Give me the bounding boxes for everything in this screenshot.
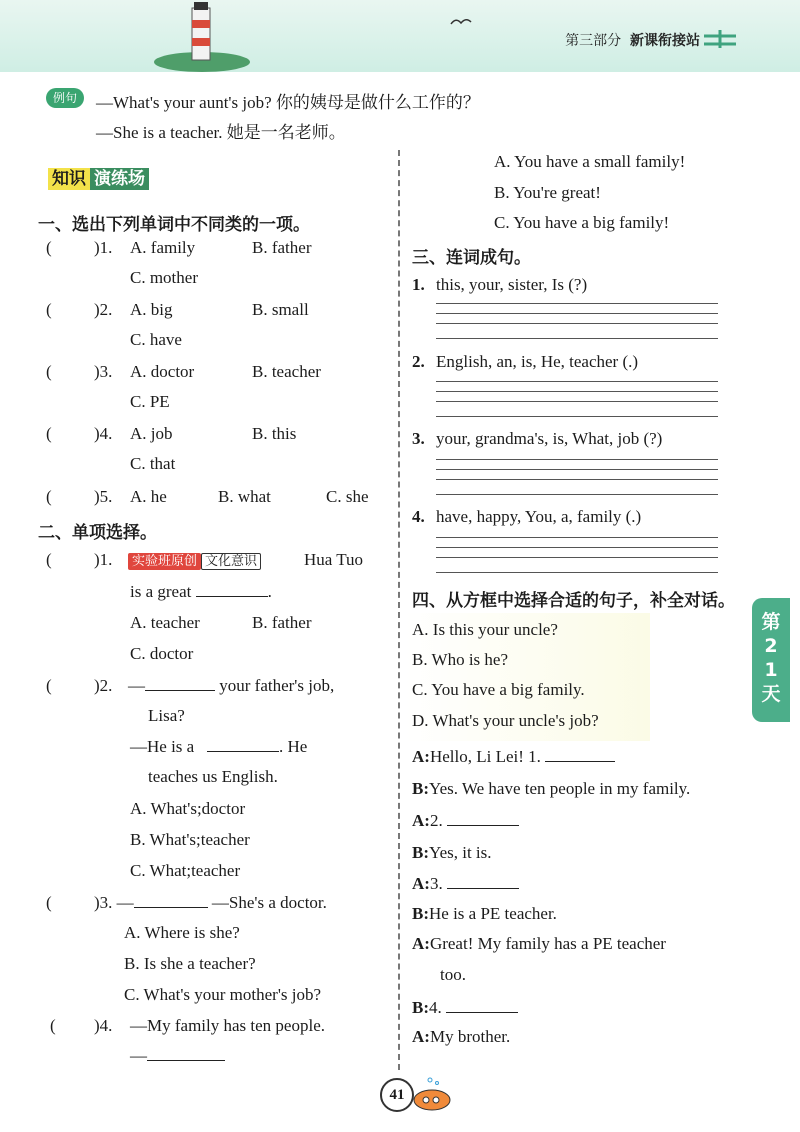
writing-line[interactable]: [436, 381, 718, 382]
option-a: A. What's;doctor: [130, 799, 246, 818]
bird-icon: [450, 16, 472, 28]
scrambled-words: this, your, sister, Is (?): [436, 275, 588, 294]
column-divider: [398, 150, 400, 1070]
scrambled-words: English, an, is, He, teacher (.): [436, 352, 639, 371]
question-stem: Hua Tuo: [304, 550, 364, 569]
lighthouse-illustration: [150, 0, 260, 72]
question-tags: [128, 550, 261, 569]
decorative-squiggle-icon: [702, 28, 738, 50]
option-a: A. he: [130, 487, 167, 506]
writing-line[interactable]: [436, 303, 718, 304]
submarine-icon: [410, 1074, 454, 1114]
question-stem: —My family has ten people.: [130, 1016, 325, 1035]
question-row: (: [46, 300, 52, 319]
question-stem: —: [130, 1046, 225, 1066]
question-row: (: [46, 362, 52, 381]
option-b: B. small: [252, 300, 309, 319]
option-b: B. this: [252, 424, 297, 443]
header-section-label: 第三部分 新课衔接站: [565, 33, 700, 49]
option-a: A. Where is she?: [124, 923, 240, 942]
question-stem: —He is a . He: [130, 737, 308, 756]
answer-blank[interactable]: [446, 998, 518, 1013]
answer-blank[interactable]: [447, 811, 519, 826]
question-row: (: [46, 676, 52, 695]
option-c: C. that: [130, 454, 176, 473]
question-number: )4.: [94, 1016, 113, 1035]
culture-tag: 文化意识: [201, 553, 261, 570]
writing-line[interactable]: [436, 401, 718, 402]
option-a: A. family: [130, 238, 196, 257]
answer-blank[interactable]: [145, 676, 215, 691]
option-c: C. PE: [130, 392, 170, 411]
example-badge: 例句: [46, 88, 84, 108]
question-stem: is a great .: [130, 582, 272, 601]
item-number: 2.: [412, 352, 425, 371]
question-row: (: [50, 1016, 56, 1035]
option-c: C. have: [130, 330, 182, 349]
answer-blank[interactable]: [147, 1046, 225, 1061]
dialog-line: A:2.: [412, 811, 519, 831]
day-side-tab: 第21天: [752, 598, 790, 722]
answer-blank[interactable]: [134, 893, 208, 908]
question-row: (: [46, 893, 52, 912]
page-number: 41: [380, 1078, 414, 1112]
writing-line[interactable]: [436, 416, 718, 417]
option-b: B. father: [252, 238, 312, 257]
dialog-line: A:3.: [412, 874, 519, 894]
question-stem: — your father's job,: [128, 676, 335, 695]
writing-line[interactable]: [436, 547, 718, 548]
item-number: 3.: [412, 429, 425, 448]
option-c: C. What's your mother's job?: [124, 985, 322, 1004]
dialog-line: A:Great! My family has a PE teacher: [412, 934, 666, 953]
question-row: (: [46, 487, 52, 506]
writing-line[interactable]: [436, 391, 718, 392]
section4-title: 四、从方框中选择合适的句子，补全对话。: [412, 591, 735, 611]
writing-line[interactable]: [436, 323, 718, 324]
dialog-line: too.: [440, 965, 466, 984]
option-b: B. Is she a teacher?: [124, 954, 256, 973]
question-number: )5.: [94, 487, 113, 506]
question-stem: teaches us English.: [148, 767, 278, 786]
option-c: C. mother: [130, 268, 198, 287]
writing-line[interactable]: [436, 537, 718, 538]
option-c: C. she: [326, 487, 369, 506]
option-b: B. What's;teacher: [130, 830, 250, 849]
dialog-line: B:4.: [412, 998, 518, 1018]
scrambled-words: your, grandma's, is, What, job (?): [436, 429, 663, 448]
box-option: B. Who is he?: [412, 650, 509, 669]
writing-line[interactable]: [436, 557, 718, 558]
practice-title: 知识 演练场: [48, 166, 149, 192]
example-line-1: —What's your aunt's job? 你的姨母是做什么工作的？: [96, 93, 480, 112]
writing-line[interactable]: [436, 572, 718, 573]
box-option: D. What's your uncle's job?: [412, 711, 599, 730]
option-a: A. big: [130, 300, 173, 319]
item-number: 1.: [412, 275, 425, 294]
writing-line[interactable]: [436, 479, 718, 480]
writing-line[interactable]: [436, 469, 718, 470]
dialog-line: A:My brother.: [412, 1027, 511, 1046]
answer-blank[interactable]: [196, 582, 268, 597]
option-c: C. doctor: [130, 644, 194, 663]
dialog-line: B:Yes. We have ten people in my family.: [412, 779, 691, 798]
question-stem: Lisa?: [148, 706, 185, 725]
question-number: )1.: [94, 550, 113, 569]
section1-title: 一、选出下列单词中不同类的一项。: [38, 215, 310, 235]
original-tag: 实验班原创: [128, 553, 201, 570]
answer-blank[interactable]: [207, 737, 279, 752]
box-option: A. Is this your uncle?: [412, 620, 558, 639]
dialog-line: B:He is a PE teacher.: [412, 904, 557, 923]
question-number: )2.: [94, 676, 113, 695]
option-a: A. job: [130, 424, 173, 443]
section2-title: 二、单项选择。: [38, 523, 157, 543]
writing-line[interactable]: [436, 313, 718, 314]
writing-line[interactable]: [436, 459, 718, 460]
scrambled-words: have, happy, You, a, family (.): [436, 507, 642, 526]
option-b: B. what: [218, 487, 271, 506]
question-row: (: [46, 550, 52, 569]
answer-blank[interactable]: [447, 874, 519, 889]
option-a: A. doctor: [130, 362, 195, 381]
dialog-line: A:Hello, Li Lei! 1.: [412, 747, 615, 767]
option-c: C. What;teacher: [130, 861, 241, 880]
option-c: C. You have a big family!: [494, 213, 670, 232]
question-stem: )3. — —She's a doctor.: [94, 893, 327, 912]
box-option: C. You have a big family.: [412, 680, 585, 699]
writing-line[interactable]: [436, 494, 718, 495]
question-number: )1.: [94, 238, 113, 257]
question-number: )2.: [94, 300, 113, 319]
dialog-line: B:Yes, it is.: [412, 843, 492, 862]
answer-blank[interactable]: [545, 747, 615, 762]
section3-title: 三、连词成句。: [412, 248, 531, 268]
option-b: B. You're great!: [494, 183, 601, 202]
writing-line[interactable]: [436, 338, 718, 339]
example-line-2: —She is a teacher. 她是一名老师。: [96, 123, 346, 142]
option-b: B. teacher: [252, 362, 321, 381]
question-row: (: [46, 424, 52, 443]
option-a: A. teacher: [130, 613, 200, 632]
item-number: 4.: [412, 507, 425, 526]
question-row: (: [46, 238, 52, 257]
option-a: A. You have a small family!: [494, 152, 686, 171]
question-number: )4.: [94, 424, 113, 443]
option-b: B. father: [252, 613, 312, 632]
question-number: )3.: [94, 362, 113, 381]
